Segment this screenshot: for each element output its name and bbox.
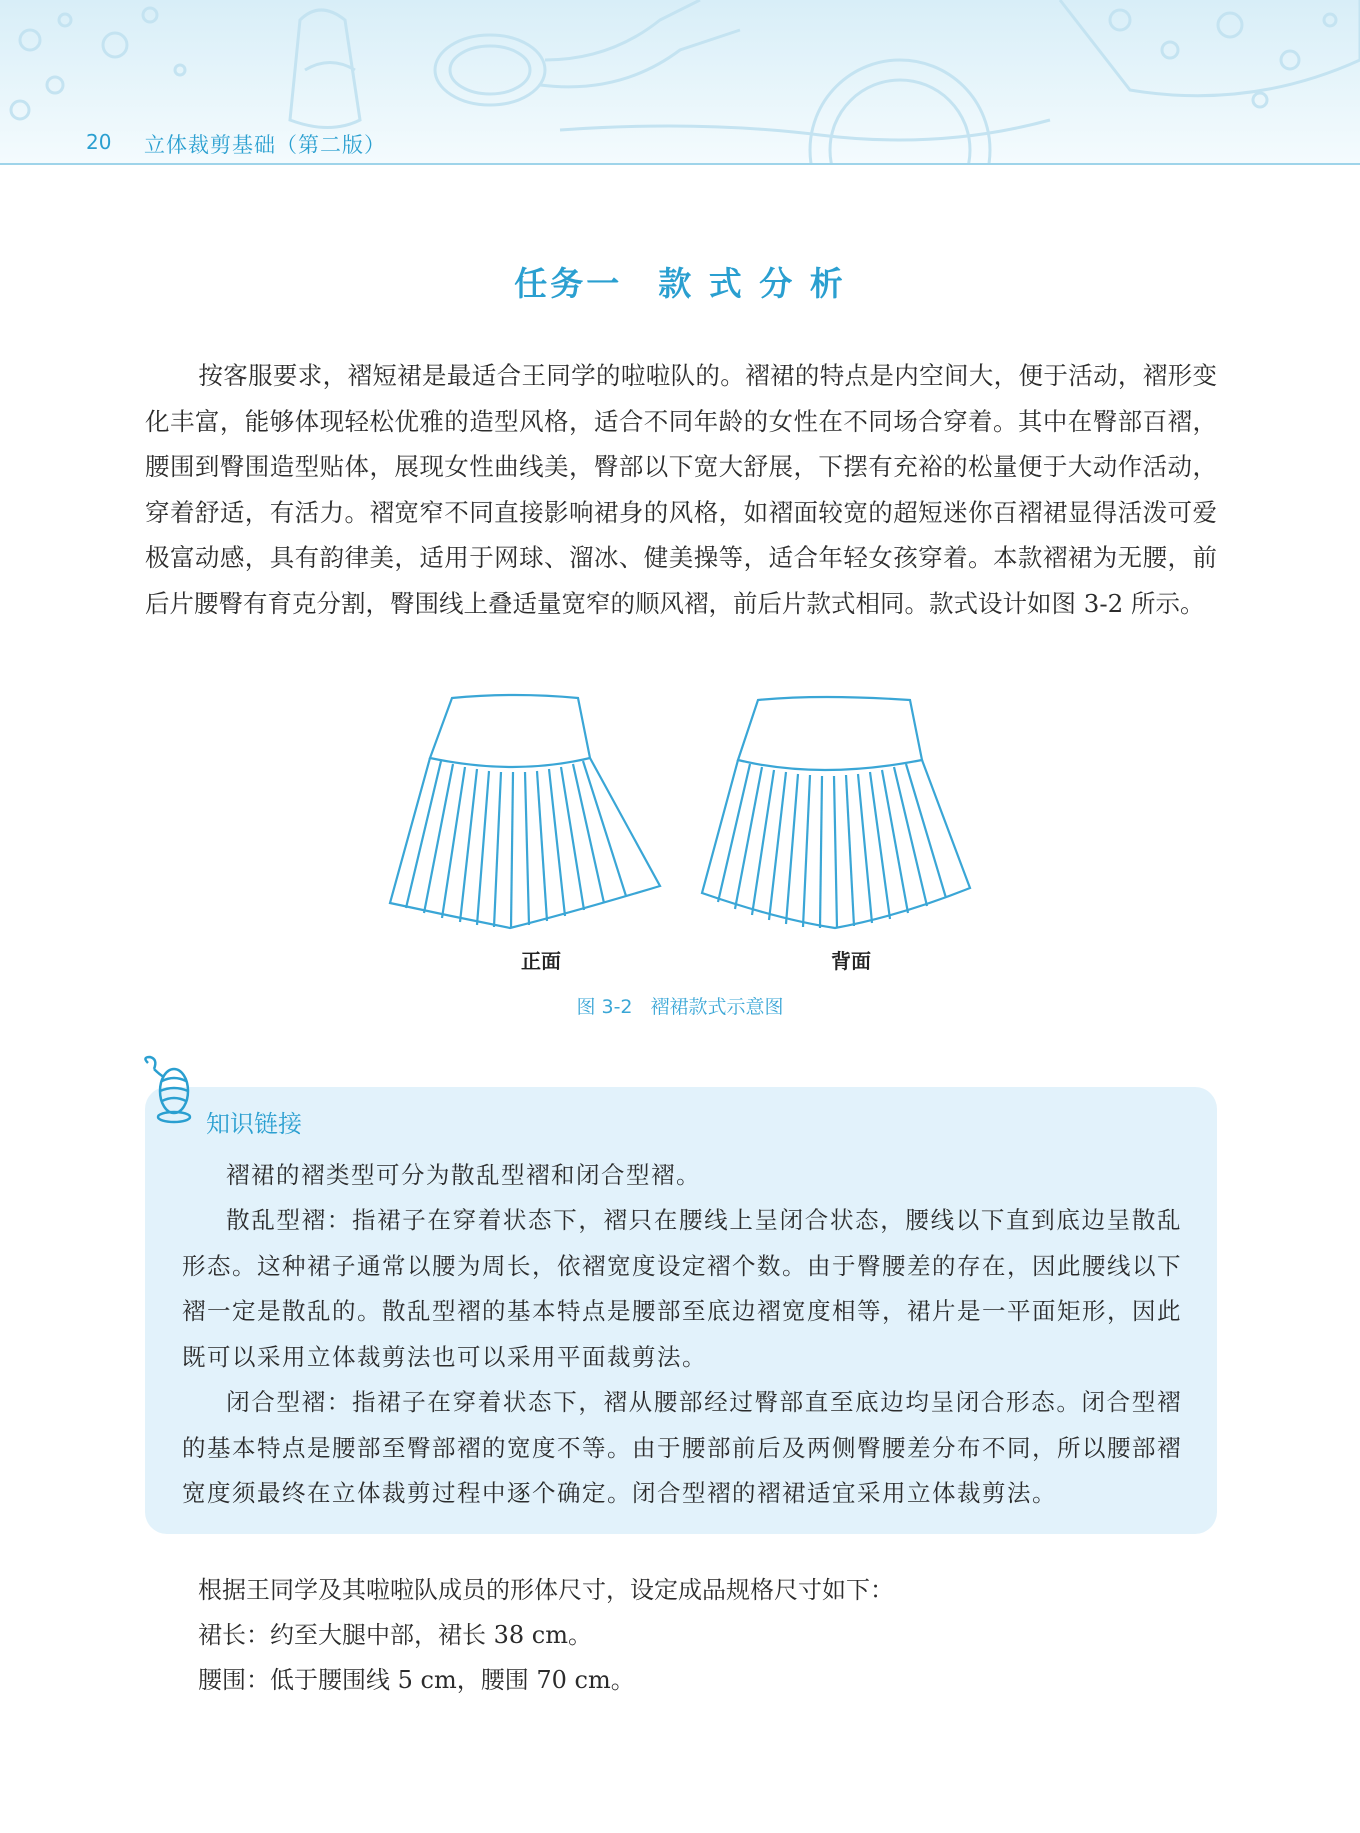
intro-paragraph-text: 按客服要求，褶短裙是最适合王同学的啦啦队的。褶裙的特点是内空间大，便于活动，褶形变化丰富，能够体现轻松优雅的造型风格，适合不同年龄的女性在不同场合穿着。其中在臀部百褶，腰围到臀围造型贴体，展现女性曲线美，臀部以下宽大舒展，下摆有充裕的松量便于大动作活动，穿着舒适，有活力。褶宽窄不同直接影响裙身的风格，如褶面较宽的超短迷你百褶裙显得活泼可爱极富动感，具有韵律美，适用于网球、溜冰、健美操等，适合年轻女孩穿着。本款褶裙为无腰，前后片腰臀有育克分割，臀围线上叠适量宽窄的顺风褶，前后片款式相同。款式设计如图 3-2 所示。 [145,361,1217,618]
section-title-prefix: 任务一 [514,264,623,303]
knowledge-paragraph-2: 散乱型褶：指裙子在穿着状态下，褶只在腰线上呈闭合状态，腰线以下直到底边呈散乱形态。这种裙子通常以腰为周长，依褶宽度设定褶个数。由于臀腰差的存在，因此腰线以下褶一定是散乱的。散乱型褶的基本特点是腰部至底边褶宽度相等，裙片是一平面矩形，因此既可以采用立体裁剪法也可以采用平面裁剪法。 [182,1206,1182,1371]
figure-front-label: 正面 [521,949,561,973]
figure-caption-text: 褶裙款式示意图 [650,996,784,1018]
thread-spool-icon [140,1055,206,1125]
skirt-back-drawing [702,697,970,928]
section-title [0,258,1360,305]
specs-intro: 根据王同学及其啦啦队成员的形体尺寸，设定成品规格尺寸如下： [198,1576,894,1604]
knowledge-paragraph-3: 闭合型褶：指裙子在穿着状态下，褶从腰部经过臀部直至底边均呈闭合形态。闭合型褶的基本特点是腰部至臀部褶的宽度不等。由于腰部前后及两侧臀腰差分布不同，所以腰部褶宽度须最终在立体裁剪过程中逐个确定。闭合型褶的褶裙适宜采用立体裁剪法。 [182,1388,1182,1507]
figure-back-label: 背面 [831,949,871,973]
intro-paragraph [145,353,1217,626]
page-header [0,0,1360,165]
figure-caption [0,992,1360,1019]
skirt-front-drawing [390,695,660,928]
spec-item-waist: 腰围：低于腰围线 5 cm，腰围 70 cm。 [198,1666,635,1694]
page-number: 20 [86,130,112,154]
figure-caption-number: 图 3-2 [576,996,633,1018]
book-title: 立体裁剪基础（第二版） [144,133,386,157]
knowledge-title: 知识链接 [206,1110,302,1138]
spec-item-length: 裙长：约至大腿中部，裙长 38 cm。 [198,1621,592,1649]
knowledge-paragraph-1: 褶裙的褶类型可分为散乱型褶和闭合型褶。 [226,1161,701,1189]
pleated-skirt-illustration [380,688,980,988]
section-title-main: 款 式 分 析 [658,264,846,303]
